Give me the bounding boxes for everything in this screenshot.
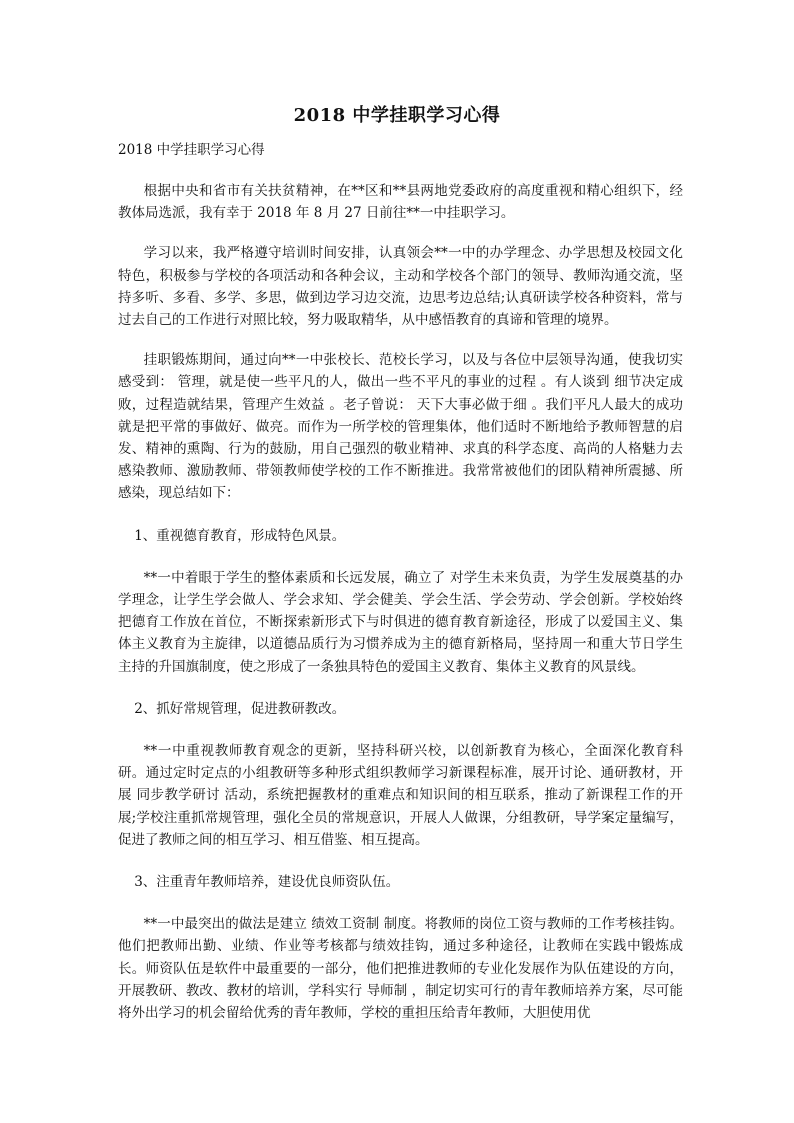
document-title: 2018 中学挂职学习心得 [293,105,501,126]
document-subtitle: 2018 中学挂职学习心得 [118,142,265,158]
paragraph-study: 学习以来，我严格遵守培训时间安排，认真领会**一中的办学理念、办学思想及校园文化特色，积极参与学校的各项活动和各种会议，主动和学校各个部门的领导、教师沟通交流，坚持多听、多看、多学、多思，做到边学习边交流，边思考边总结;认真研读学校各种资料，常与过去自己的工作进行对照比较，努力吸取精华，从中感悟教育的真谛和管理的境界。 [118,245,683,329]
paragraph-routine-management: **一中重视教师教育观念的更新，坚持科研兴校，以创新教育为核心，全面深化教育科研。通过定时定点的小组教研等多种形式组织教师学习新课程标准，展开讨论、通研教材，开展 同步教学研讨 活动，系统把握教材的重难点和知识间的相互联系，推动了新课程工作的开展;学校注重抓常规管理，强化全员的常规意识，开展人人做课，分组教研，导学案定量编写，促进了教师之间的相互学习、相互借鉴、相互提高。 [118,743,683,848]
section-heading-2: 2、抓好常规管理，促进教研教改。 [134,700,346,717]
paragraph-experience: 挂职锻炼期间，通过向**一中张校长、范校长学习，以及与各位中层领导沟通，使我切实感受到： 管理，就是使一些平凡的人，做出一些不平凡的事业的过程 。有人谈到 细节决定成败，过程造就结果，管理产生效益 。老子曾说： 天下大事必做于细 。我们平凡人最大的成功就是把平常的事做好、做亮。而作为一所学校的管理集体，他们适时不断地给予教师智慧的启发、精神的熏陶、行为的鼓励，用自己强烈的敬业精神、求真的科学态度、高尚的人格魅力去感染教师、激励教师、带领教师使学校的工作不断推进。我常常被他们的团队精神所震撼、所感染，现总结如下： [118,352,683,502]
paragraph-intro: 根据中央和省市有关扶贫精神，在**区和**县两地党委政府的高度重视和精心组织下，经教体局选派，我有幸于 2018 年 8 月 27 日前往**一中挂职学习。 [118,183,683,222]
document-body [118,180,683,1044]
paragraph-moral-education: **一中着眼于学生的整体素质和长远发展，确立了 对学生未来负责，为学生发展奠基的办学理念，让学生学会做人、学会求知、学会健美、学会生活、学会劳动、学会创新。学校始终把德育工作放在首位，不断探索新形式下与时俱进的德育教育新途径，形成了以爱国主义、集体主义教育为主旋律，以道德品质行为习惯养成为主的德育新格局，坚持周一和重大节日学生主持的升国旗制度，使之形成了一条独具特色的爱国主义教育、集体主义教育的风景线。 [118,569,683,675]
section-heading-3: 3、注重青年教师培养，建设优良师资队伍。 [134,874,400,891]
paragraph-teacher-training: **一中最突出的做法是建立 绩效工资制 制度。将教师的岗位工资与教师的工作考核挂钩。他们把教师出勤、业绩、作业等考核都与绩效挂钩，通过多种途径，让教师在实践中锻炼成长。师资队伍是软件中最重要的一部分，他们把推进教师的专业化发展作为队伍建设的方向，开展教研、教改、教材的培训，学科实行 导师制 ，制定切实可行的青年教师培养方案，尽可能将外出学习的机会留给优秀的青年教师，学校的重担压给青年教师，大胆使用优 [118,916,683,1022]
section-heading-1: 1、重视德育教育，形成特色风景。 [134,527,346,544]
